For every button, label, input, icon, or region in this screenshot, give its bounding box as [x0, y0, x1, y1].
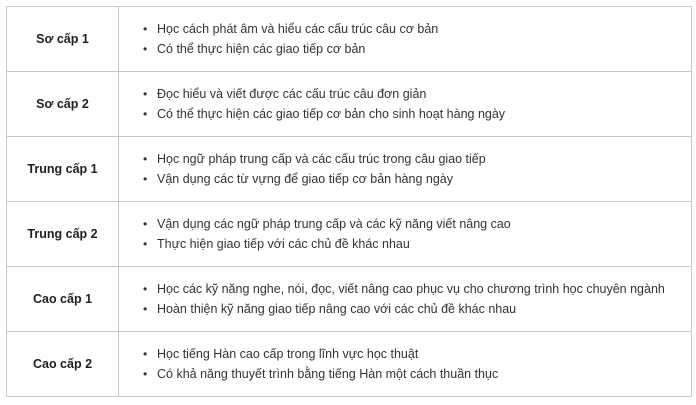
description-list: [119, 214, 691, 254]
bullet-icon: •: [143, 217, 148, 231]
description-list: [119, 344, 691, 384]
list-item: [143, 234, 691, 254]
list-item: [143, 39, 691, 59]
bullet-icon: •: [143, 42, 148, 56]
list-item: [143, 104, 691, 124]
table-row: [7, 72, 692, 137]
level-name: Cao cấp 1: [7, 267, 119, 332]
list-item: [143, 279, 691, 299]
level-name: Trung cấp 2: [7, 202, 119, 267]
description-list: [119, 84, 691, 124]
level-description: [119, 7, 692, 72]
list-item-text: Có khả năng thuyết trình bằng tiếng Hàn một cách thuần thục: [157, 367, 499, 381]
list-item-text: Vận dụng các ngữ pháp trung cấp và các kỹ năng viết nâng cao: [157, 217, 511, 231]
list-item: [143, 299, 691, 319]
bullet-icon: •: [143, 367, 148, 381]
list-item-text: Học các kỹ năng nghe, nói, đọc, viết nâng cao phục vụ cho chương trình học chuyên ngành: [157, 282, 665, 296]
list-item: [143, 169, 691, 189]
list-item: [143, 149, 691, 169]
list-item-text: Học tiếng Hàn cao cấp trong lĩnh vực học thuật: [157, 347, 419, 361]
list-item: [143, 214, 691, 234]
list-item-text: Thực hiện giao tiếp với các chủ đề khác nhau: [157, 237, 410, 251]
table-row: [7, 267, 692, 332]
list-item-text: Hoàn thiện kỹ năng giao tiếp nâng cao với các chủ đề khác nhau: [157, 302, 517, 316]
list-item: [143, 344, 691, 364]
bullet-icon: •: [143, 107, 148, 121]
level-description: [119, 72, 692, 137]
level-name: Sơ cấp 1: [7, 7, 119, 72]
bullet-icon: •: [143, 282, 148, 296]
bullet-icon: •: [143, 152, 148, 166]
bullet-icon: •: [143, 237, 148, 251]
table-row: [7, 7, 692, 72]
level-description: [119, 332, 692, 397]
bullet-icon: •: [143, 172, 148, 186]
description-list: [119, 19, 691, 59]
table-row: [7, 137, 692, 202]
bullet-icon: •: [143, 87, 148, 101]
list-item-text: Vận dụng các từ vựng để giao tiếp cơ bản hàng ngày: [157, 172, 453, 186]
table-row: [7, 332, 692, 397]
list-item: [143, 19, 691, 39]
list-item-text: Đọc hiểu và viết được các cấu trúc câu đơn giản: [157, 87, 427, 101]
level-name: Trung cấp 1: [7, 137, 119, 202]
list-item-text: Có thể thực hiện các giao tiếp cơ bản: [157, 42, 366, 56]
level-table: [6, 6, 692, 397]
bullet-icon: •: [143, 22, 148, 36]
bullet-icon: •: [143, 347, 148, 361]
level-description: [119, 267, 692, 332]
level-name: Cao cấp 2: [7, 332, 119, 397]
list-item-text: Học cách phát âm và hiểu các cấu trúc câu cơ bản: [157, 22, 439, 36]
description-list: [119, 149, 691, 189]
list-item: [143, 84, 691, 104]
level-description: [119, 202, 692, 267]
level-description: [119, 137, 692, 202]
description-list: [119, 279, 691, 319]
list-item-text: Học ngữ pháp trung cấp và các cấu trúc trong câu giao tiếp: [157, 152, 486, 166]
list-item-text: Có thể thực hiện các giao tiếp cơ bản cho sinh hoạt hàng ngày: [157, 107, 506, 121]
bullet-icon: •: [143, 302, 148, 316]
list-item: [143, 364, 691, 384]
table-row: [7, 202, 692, 267]
level-name: Sơ cấp 2: [7, 72, 119, 137]
